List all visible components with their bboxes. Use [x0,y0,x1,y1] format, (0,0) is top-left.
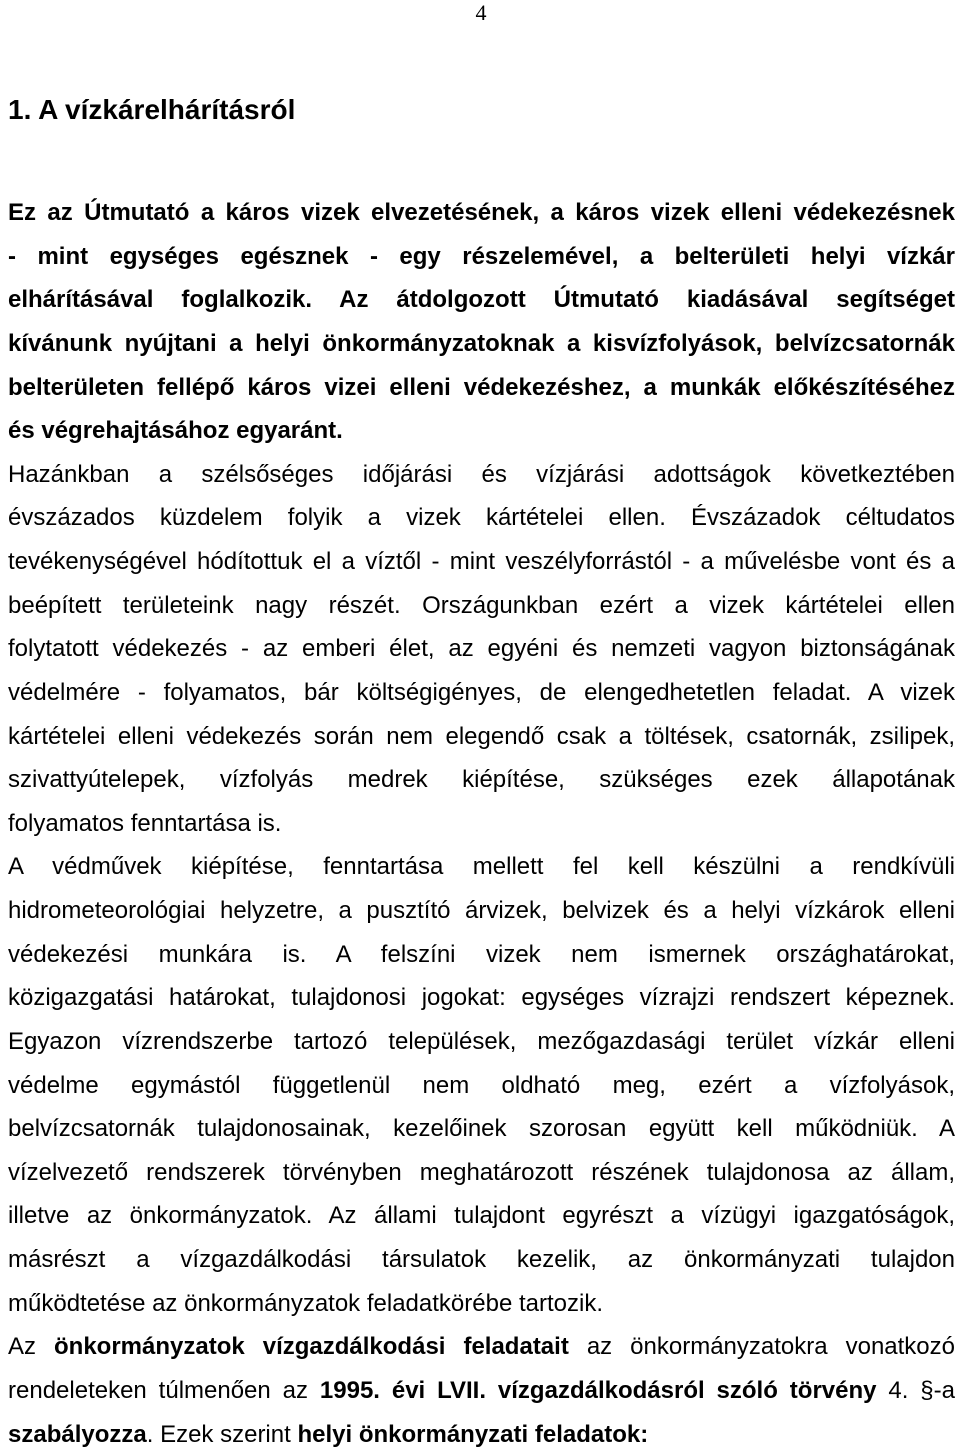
text-segment: 4. §-a [876,1377,955,1404]
bold-text-segment: önkormányzatok vízgazdálkodási feladatait [54,1333,569,1360]
text-line: Hazánkban a szélsőséges időjárási és vízjárási adottságok következtében [8,453,955,497]
bold-text-segment: 1995. évi LVII. vízgazdálkodásról szóló törvény [320,1377,877,1404]
text-segment: Az [8,1333,54,1360]
text-line: védelmére - folyamatos, bár költségigényes, de elengedhetetlen feladat. A vizek [8,671,955,715]
text-segment: . Ezek szerint [147,1421,298,1448]
body-paragraph [8,453,955,846]
text-line [8,1413,955,1456]
bold-text-segment: helyi önkormányzati feladatok: [297,1421,648,1448]
text-line: folyamatos fenntartása is. [8,802,955,846]
text-line: közigazgatási határokat, tulajdonosi jogokat: egységes vízrajzi rendszert képeznek. [8,976,955,1020]
text-line: belterületen fellépő káros vizei elleni védekezéshez, a munkák előkészítéséhez [8,366,955,410]
page-number: 4 [466,0,496,26]
text-line: elhárításával foglalkozik. Az átdolgozott Útmutató kiadásával segítséget [8,278,955,322]
text-line [8,1369,955,1413]
text-line: Ez az Útmutató a káros vizek elvezetésének, a káros vizek elleni védekezésnek [8,191,955,235]
text-line: szivattyútelepek, vízfolyás medrek kiépítése, szükséges ezek állapotának [8,758,955,802]
text-line: kívánunk nyújtani a helyi önkormányzatoknak a kisvízfolyások, belvízcsatornák [8,322,955,366]
text-line: és végrehajtásához egyaránt. [8,409,955,453]
text-line [8,1325,955,1369]
bold-text-segment: szabályozza [8,1421,147,1448]
text-line: hidrometeorológiai helyzetre, a pusztító árvizek, belvizek és a helyi vízkárok elleni [8,889,955,933]
text-line: másrészt a vízgazdálkodási társulatok kezelik, az önkormányzati tulajdon [8,1238,955,1282]
text-line: évszázados küzdelem folyik a vizek kártételei ellen. Évszázadok céltudatos [8,496,955,540]
text-line: folytatott védekezés - az emberi élet, az egyéni és nemzeti vagyon biztonságának [8,627,955,671]
text-segment: rendeleteken túlmenően az [8,1377,320,1404]
section-heading: 1. A vízkárelhárításról [8,90,295,130]
text-line: - mint egységes egésznek - egy részelemével, a belterületi helyi vízkár [8,235,955,279]
body-paragraph [8,845,955,1325]
text-line: illetve az önkormányzatok. Az állami tulajdont egyrészt a vízügyi igazgatóságok, [8,1194,955,1238]
text-line: működtetése az önkormányzatok feladatkörébe tartozik. [8,1282,955,1326]
text-line: Egyazon vízrendszerbe tartozó települések, mezőgazdasági terület vízkár elleni [8,1020,955,1064]
text-line: A védművek kiépítése, fenntartása mellett fel kell készülni a rendkívüli [8,845,955,889]
intro-paragraph [8,191,955,453]
text-line: tevékenységével hódítottuk el a víztől - mint veszélyforrástól - a művelésbe vont és a [8,540,955,584]
document-body [8,191,955,1456]
text-line: vízelvezető rendszerek törvényben meghatározott részének tulajdonosa az állam, [8,1151,955,1195]
text-line: belvízcsatornák tulajdonosainak, kezelőinek szorosan együtt kell működniük. A [8,1107,955,1151]
text-line: védekezési munkára is. A felszíni vizek nem ismernek országhatárokat, [8,933,955,977]
text-line: beépített területeink nagy részét. Országunkban ezért a vizek kártételei ellen [8,584,955,628]
text-line: védelme egymástól függetlenül nem oldható meg, ezért a vízfolyások, [8,1064,955,1108]
body-paragraph [8,1325,955,1456]
text-line: kártételei elleni védekezés során nem elegendő csak a töltések, csatornák, zsilipek, [8,715,955,759]
text-segment: az önkormányzatokra vonatkozó [569,1333,955,1360]
